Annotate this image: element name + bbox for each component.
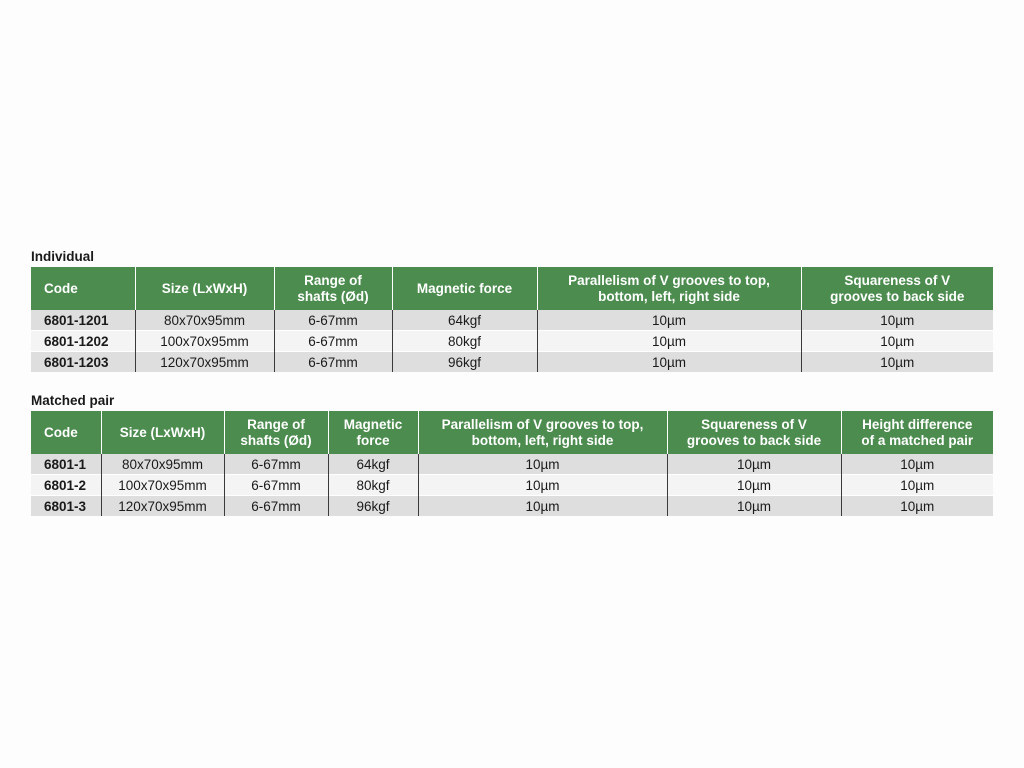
cell-size: 80x70x95mm xyxy=(135,310,274,331)
individual-header-parallelism: Parallelism of V grooves to top, bottom, left, right side xyxy=(537,267,801,310)
individual-header-row xyxy=(31,267,993,310)
cell-code: 6801-1 xyxy=(31,454,101,475)
table-row xyxy=(31,310,993,331)
cell-magnetic: 80kgf xyxy=(328,475,418,496)
table-row xyxy=(31,352,993,373)
cell-magnetic: 64kgf xyxy=(328,454,418,475)
cell-parallelism: 10µm xyxy=(418,496,667,517)
cell-size: 100x70x95mm xyxy=(135,331,274,352)
matched-pair-table xyxy=(31,411,993,516)
cell-height-difference: 10µm xyxy=(841,496,993,517)
cell-parallelism: 10µm xyxy=(537,310,801,331)
cell-squareness: 10µm xyxy=(801,352,993,373)
cell-size: 80x70x95mm xyxy=(101,454,224,475)
cell-code: 6801-1203 xyxy=(31,352,135,373)
cell-squareness: 10µm xyxy=(667,496,841,517)
cell-code: 6801-1201 xyxy=(31,310,135,331)
cell-range: 6-67mm xyxy=(224,475,328,496)
matched-header-code: Code xyxy=(31,411,101,454)
cell-parallelism: 10µm xyxy=(537,331,801,352)
individual-header-squareness: Squareness of V grooves to back side xyxy=(801,267,993,310)
individual-header-size: Size (LxWxH) xyxy=(135,267,274,310)
cell-parallelism: 10µm xyxy=(537,352,801,373)
cell-height-difference: 10µm xyxy=(841,475,993,496)
cell-magnetic: 96kgf xyxy=(328,496,418,517)
cell-range: 6-67mm xyxy=(224,496,328,517)
cell-parallelism: 10µm xyxy=(418,475,667,496)
cell-code: 6801-2 xyxy=(31,475,101,496)
matched-header-magnetic: Magnetic force xyxy=(328,411,418,454)
cell-squareness: 10µm xyxy=(801,331,993,352)
matched-header-height-difference: Height difference of a matched pair xyxy=(841,411,993,454)
cell-code: 6801-3 xyxy=(31,496,101,517)
table-row xyxy=(31,454,993,475)
table-row xyxy=(31,331,993,352)
matched-header-size: Size (LxWxH) xyxy=(101,411,224,454)
matched-header-parallelism: Parallelism of V grooves to top, bottom, left, right side xyxy=(418,411,667,454)
individual-table xyxy=(31,267,993,372)
cell-squareness: 10µm xyxy=(801,310,993,331)
cell-range: 6-67mm xyxy=(274,331,392,352)
matched-pair-header-row xyxy=(31,411,993,454)
table-row xyxy=(31,496,993,517)
cell-range: 6-67mm xyxy=(274,310,392,331)
cell-magnetic: 64kgf xyxy=(392,310,537,331)
cell-magnetic: 80kgf xyxy=(392,331,537,352)
matched-header-squareness: Squareness of V grooves to back side xyxy=(667,411,841,454)
table-row xyxy=(31,475,993,496)
individual-title: Individual xyxy=(31,249,95,264)
cell-squareness: 10µm xyxy=(667,475,841,496)
cell-magnetic: 96kgf xyxy=(392,352,537,373)
cell-range: 6-67mm xyxy=(224,454,328,475)
cell-range: 6-67mm xyxy=(274,352,392,373)
cell-code: 6801-1202 xyxy=(31,331,135,352)
cell-parallelism: 10µm xyxy=(418,454,667,475)
cell-height-difference: 10µm xyxy=(841,454,993,475)
individual-header-range: Range of shafts (Ød) xyxy=(274,267,392,310)
cell-size: 100x70x95mm xyxy=(101,475,224,496)
individual-header-magnetic: Magnetic force xyxy=(392,267,537,310)
individual-header-code: Code xyxy=(31,267,135,310)
cell-squareness: 10µm xyxy=(667,454,841,475)
matched-pair-title: Matched pair xyxy=(31,393,115,408)
cell-size: 120x70x95mm xyxy=(135,352,274,373)
matched-header-range: Range of shafts (Ød) xyxy=(224,411,328,454)
cell-size: 120x70x95mm xyxy=(101,496,224,517)
